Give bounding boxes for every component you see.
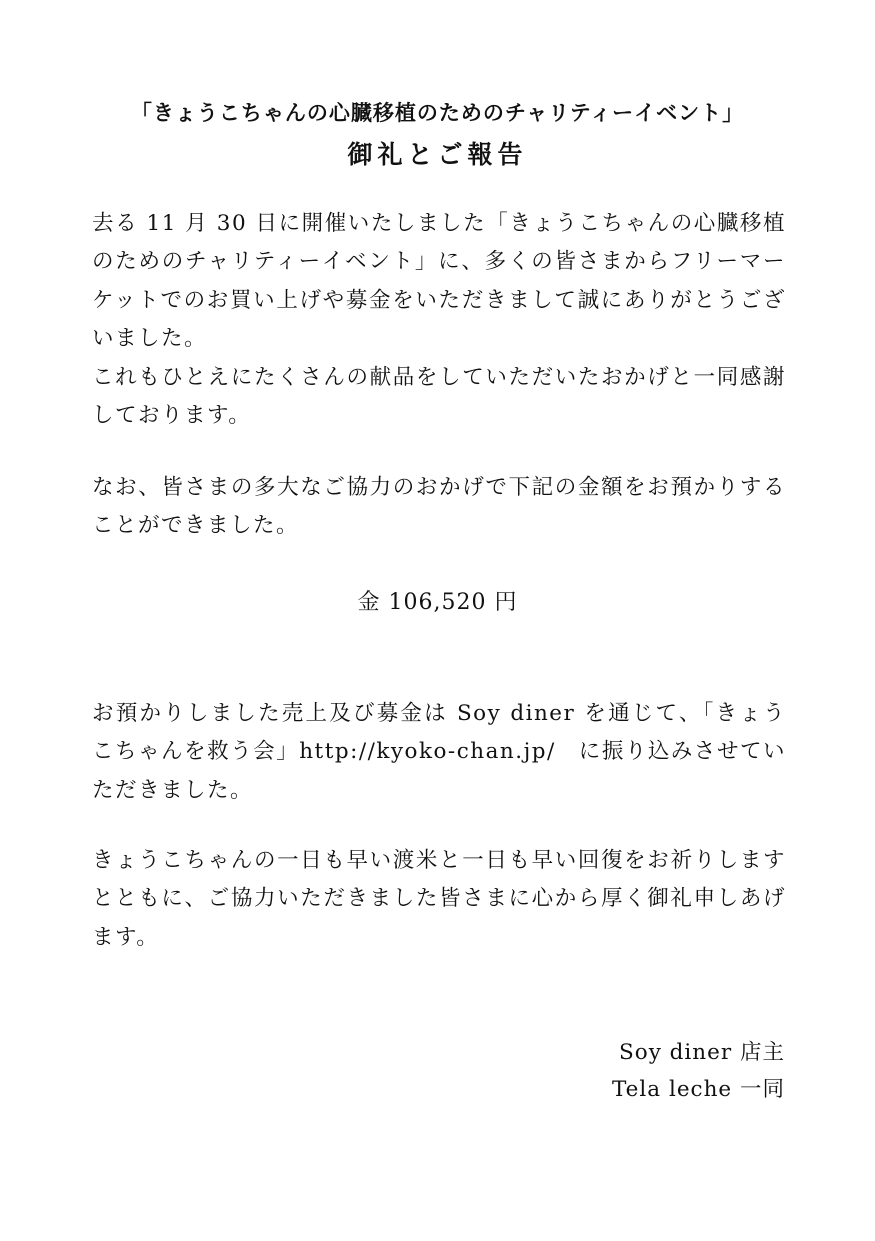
signature-line-1: Soy diner 店主	[619, 1040, 785, 1065]
donation-amount: 金 106,520 円	[357, 590, 518, 615]
paragraph-gratitude: これもひとえにたくさんの献品をしていただいたおかげと一同感謝しております。	[92, 365, 786, 429]
paragraph-amount-intro: なお、皆さまの多大なご協力のおかげで下記の金額をお預かりすることができました。	[92, 475, 786, 539]
document-title: 「きょうこちゃんの心臓移植のためのチャリティーイベント」	[130, 100, 745, 125]
paragraph-thanks: 去る 11 月 30 日に開催いたしました「きょうこちゃんの心臓移植のためのチャリティーイベント」に、多くの皆さまからフリーマーケットでのお買い上げや募金をいただきまして誠にありがとうございました。	[92, 211, 786, 352]
paragraph-transfer: お預かりしました売上及び募金は Soy diner を通じて、「きょうこちゃんを救う会」http://kyoko-chan.jp/ に振り込みさせていただきました。	[92, 701, 786, 803]
paragraph-closing: きょうこちゃんの一日も早い渡米と一日も早い回復をお祈りしますとともに、ご協力いただきました皆さまに心から厚く御礼申しあげます。	[92, 848, 786, 950]
document-subtitle: 御礼とご報告	[347, 140, 528, 169]
signature-line-2: Tela leche 一同	[612, 1077, 785, 1102]
